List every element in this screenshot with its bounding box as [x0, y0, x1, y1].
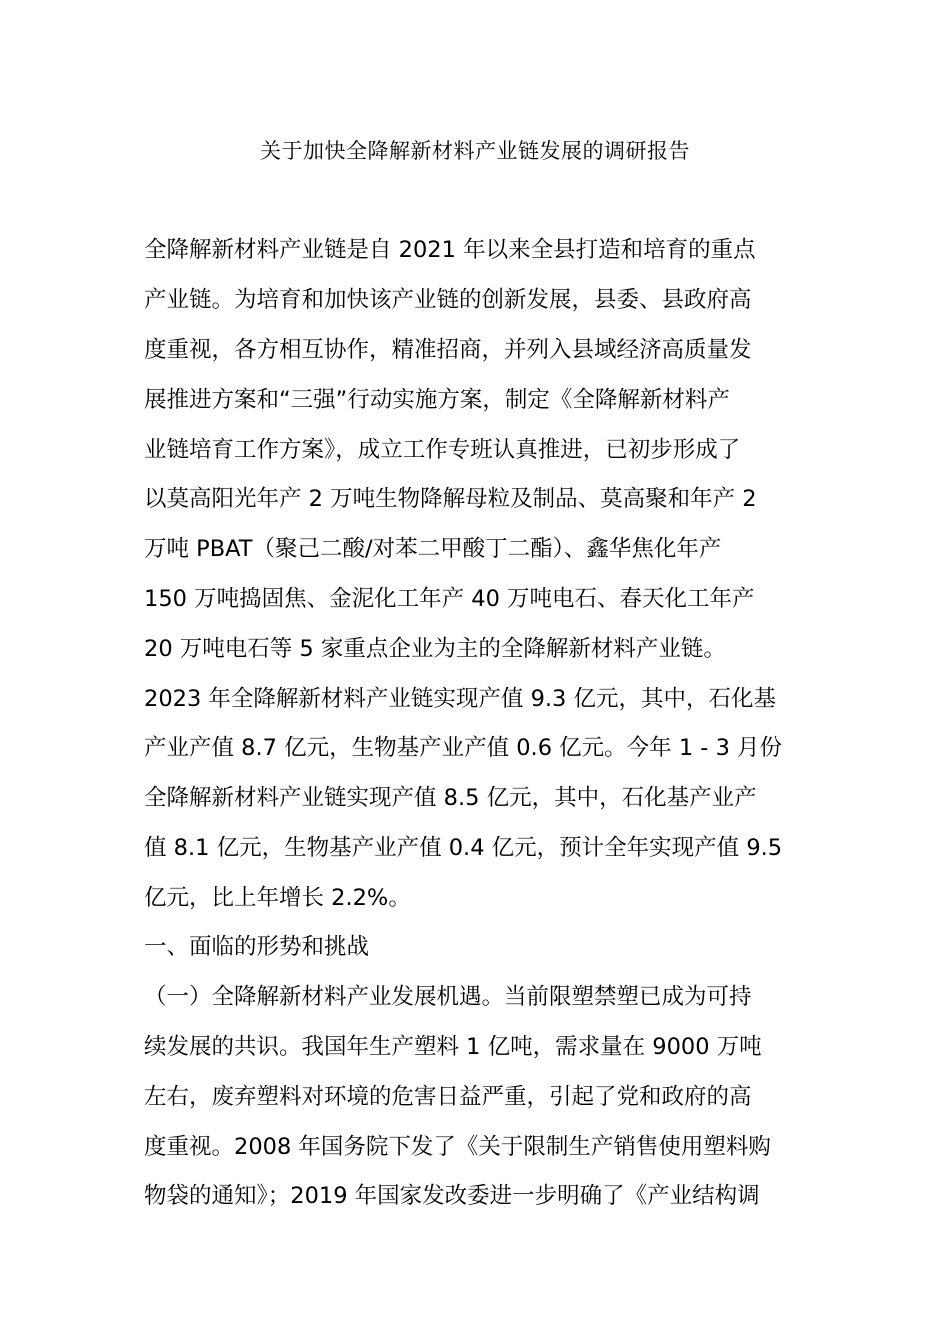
body-line: 度重视，各方相互协作，精准招商，并列入县域经济高质量发: [144, 337, 752, 363]
body-line: 物袋的通知》；2019 年国家发改委进一步明确了《产业结构调: [144, 1183, 760, 1209]
body-line: 左右，废弃塑料对环境的危害日益严重，引起了党和政府的高: [144, 1084, 752, 1110]
body-line: 展推进方案和“三强”行动实施方案，制定《全降解新材料产: [144, 387, 730, 413]
body-line: （一）全降解新材料产业发展机遇。当前限塑禁塑已成为可持: [144, 984, 752, 1010]
body-line: 全降解新材料产业链是自 2021 年以来全县打造和培育的重点: [144, 237, 756, 263]
body-line: 2023 年全降解新材料产业链实现产值 9.3 亿元，其中，石化基: [144, 686, 777, 712]
body-line: 万吨 PBAT（聚己二酸/对苯二甲酸丁二酯）、鑫华焦化年产: [144, 536, 722, 562]
body-line: 亿元，比上年增长 2.2%。: [144, 885, 411, 911]
body-line: 产业产值 8.7 亿元，生物基产业产值 0.6 亿元。今年 1 - 3 月份: [144, 735, 783, 761]
body-line: 业链培育工作方案》，成立工作专班认真推进，已初步形成了: [144, 437, 741, 463]
document-title: 关于加快全降解新材料产业链发展的调研报告: [260, 139, 690, 163]
body-line: 全降解新材料产业链实现产值 8.5 亿元，其中，石化基产业产: [144, 785, 757, 811]
section-heading: 一、面临的形势和挑战: [144, 934, 370, 960]
body-line: 150 万吨捣固焦、金泥化工年产 40 万吨电石、春天化工年产: [144, 586, 755, 612]
body-line: 续发展的共识。我国年生产塑料 1 亿吨，需求量在 9000 万吨: [144, 1034, 762, 1060]
body-line: 值 8.1 亿元，生物基产业产值 0.4 亿元，预计全年实现产值 9.5: [144, 835, 783, 861]
body-line: 以莫高阳光年产 2 万吨生物降解母粒及制品、莫高聚和年产 2: [144, 486, 757, 512]
body-line: 产业链。为培育和加快该产业链的创新发展，县委、县政府高: [144, 287, 752, 313]
body-line: 度重视。2008 年国务院下发了《关于限制生产销售使用塑料购: [144, 1134, 771, 1160]
body-line: 20 万吨电石等 5 家重点企业为主的全降解新材料产业链。: [144, 636, 726, 662]
